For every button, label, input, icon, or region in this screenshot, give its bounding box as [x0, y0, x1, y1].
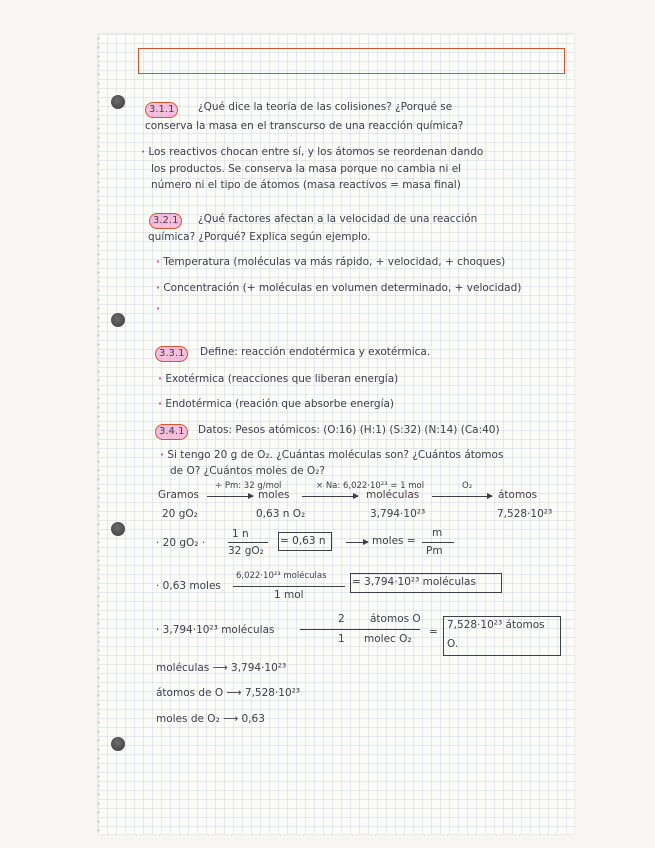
answer-line: Exotérmica (reacciones que liberan energía) — [165, 373, 399, 385]
punch-hole — [111, 95, 125, 109]
perforated-edge — [97, 34, 100, 834]
question-line: ¿Qué dice la teoría de las colisiones? ¿Porqué se — [198, 101, 453, 113]
formula-label: moles = — [372, 535, 416, 547]
diagram-value: 3,794·10²³ — [370, 508, 426, 520]
diagram-node-moles: moles — [258, 489, 290, 501]
diagram-node-atoms: átomos — [498, 489, 538, 501]
bullet: · — [156, 256, 160, 268]
answer-line: los productos. Se conserva la masa porque no cambia ni el — [151, 163, 462, 175]
question-tag: 3.1.1 — [145, 102, 178, 118]
calc-lhs: · 0,63 moles — [156, 580, 221, 592]
diagram-value: 7,528·10²³ — [497, 508, 553, 520]
arrow — [302, 496, 358, 497]
problem-line: Si tengo 20 g de O₂. ¿Cuántas moléculas son? ¿Cuántos átomos — [167, 449, 504, 461]
fraction-bar — [233, 586, 345, 587]
bullet: · — [141, 146, 145, 158]
answer-line: Endotérmica (reación que absorbe energía) — [165, 398, 395, 410]
bullet: · — [156, 282, 160, 294]
answer-line: Concentración (+ moléculas en volumen determinado, + velocidad) — [163, 282, 522, 294]
question-line: Define: reacción endotérmica y exotérmica. — [200, 346, 431, 358]
punch-hole — [111, 737, 125, 751]
result: O. — [447, 638, 459, 650]
answer-line: número ni el tipo de átomos (masa reactivos = masa final) — [151, 179, 461, 191]
arrow-label: × Na: 6,022·10²³ = 1 mol — [316, 481, 425, 491]
fraction-den: 1 — [338, 633, 345, 645]
question-tag: 3.3.1 — [155, 346, 188, 362]
result: = 3,794·10²³ moléculas — [352, 576, 476, 588]
question-tag: 3.2.1 — [149, 213, 182, 229]
calc-lhs: · 3,794·10²³ moléculas — [156, 624, 275, 636]
fraction-den: 32 gO₂ — [228, 545, 264, 557]
question-line: conserva la masa en el transcurso de una reacción química? — [145, 120, 464, 132]
diagram-value: 20 gO₂ — [162, 508, 198, 520]
fraction-bar — [300, 629, 420, 630]
summary-line: átomos de O ⟶ 7,528·10²³ — [156, 687, 301, 699]
fraction-den: 1 mol — [274, 589, 304, 601]
diagram-value: 0,63 n O₂ — [256, 508, 306, 520]
bullet: · — [158, 398, 162, 410]
question-line: Datos: Pesos atómicos: (O:16) (H:1) (S:32) (N:14) (Ca:40) — [198, 424, 500, 436]
bullet: · — [160, 449, 164, 461]
unit-num: átomos O — [370, 613, 421, 625]
equals: = — [429, 626, 438, 638]
diagram-node-molecules: moléculas — [366, 489, 420, 501]
question-tag: 3.4.1 — [155, 424, 188, 440]
fraction-num: 6,022·10²³ moléculas — [236, 571, 327, 581]
bullet: · — [156, 303, 160, 315]
fraction-num: 2 — [338, 613, 345, 625]
result: = 0,63 n — [280, 535, 326, 547]
answer-line: Los reactivos chocan entre sí, y los átomos se reordenan dando — [148, 146, 484, 158]
fraction-num: m — [432, 527, 443, 539]
question-line: ¿Qué factores afectan a la velocidad de una reacción — [198, 213, 478, 225]
calc-lhs: · 20 gO₂ · — [156, 537, 206, 549]
bullet: · — [158, 373, 162, 385]
arrow — [432, 496, 492, 497]
punch-hole — [111, 313, 125, 327]
summary-line: moléculas ⟶ 3,794·10²³ — [156, 662, 287, 674]
header-box — [138, 48, 565, 74]
answer-line: Temperatura (moléculas va más rápido, + velocidad, + choques) — [163, 256, 506, 268]
question-line: química? ¿Porqué? Explica según ejemplo. — [148, 231, 371, 243]
arrow-label: ÷ Pm: 32 g/mol — [215, 481, 282, 491]
fraction-bar — [422, 542, 454, 543]
fraction-num: 1 n — [232, 528, 249, 540]
arrow — [207, 496, 253, 497]
unit-den: molec O₂ — [364, 633, 412, 645]
result: 7,528·10²³ átomos — [447, 619, 545, 631]
fraction-bar — [228, 542, 268, 543]
fraction-den: Pm — [426, 545, 443, 557]
arrow-label: O₂ — [462, 481, 473, 491]
summary-line: moles de O₂ ⟶ 0,63 — [156, 713, 265, 725]
punch-hole — [111, 522, 125, 536]
arrow — [346, 542, 368, 543]
diagram-node-grams: Gramos — [158, 489, 200, 501]
problem-line: de O? ¿Cuántos moles de O₂? — [170, 465, 325, 477]
